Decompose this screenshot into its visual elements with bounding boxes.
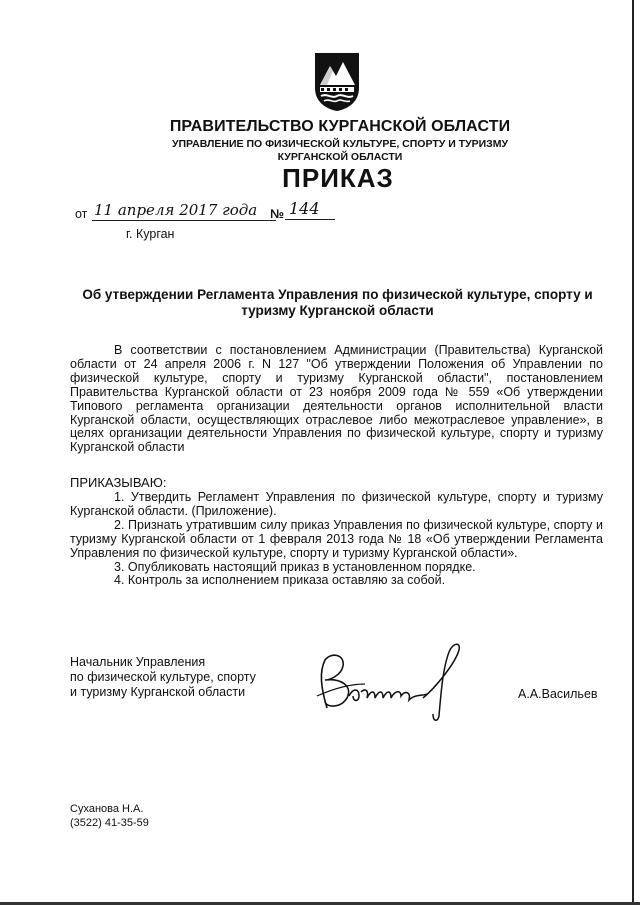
handwritten-number: 144 [285, 199, 335, 220]
department-name-line-1: УПРАВЛЕНИЕ ПО ФИЗИЧЕСКОЙ КУЛЬТУРЕ, СПОРТУ И ТУРИЗМУ [171, 138, 509, 150]
number-label: № [270, 207, 284, 221]
coat-of-arms-icon [312, 50, 362, 112]
document-type-title: ПРИКАЗ [282, 163, 394, 193]
signer-position [70, 655, 256, 700]
preamble-text: В соответствии с постановлением Администрации (Правительства) Курганской области от 24 апреля 2006 г. N 127 "Об утверждении Положения об Управлении по физической культуре, спорту и туризму Курганской области", постановлением Правительства Курганской области от 23 ноября 2009 года № 559 «Об утверждении Типового регламента организации деятельности органов исполнительной власти Курганской области, осуществляющих отраслевое либо межотраслевое управление», в целях организации деятельности Управления по физической культуре, спорту и туризму Курганской области [70, 343, 603, 455]
date-from-label: от [75, 207, 88, 221]
handwritten-date: 11 апреля 2017 года [92, 200, 276, 221]
order-item-2: 2. Признать утратившим силу приказ Управления по физической культуре, спорту и туризму Курганской области от 1 февраля 2013 года № 18 «Об утверждении Регламента Управления по физической культуре, спорту и туризму Курганской области». [70, 517, 603, 560]
executor-phone: (3522) 41-35-59 [70, 817, 149, 829]
signer-position-line-2: по физической культуре, спорту [70, 670, 256, 684]
executor-info [70, 802, 149, 830]
order-item-3: 3. Опубликовать настоящий приказ в установленном порядке. [114, 559, 476, 574]
department-name-line-2: КУРГАНСКОЙ ОБЛАСТИ [277, 151, 403, 163]
order-word: ПРИКАЗЫВАЮ: [70, 475, 167, 490]
handwritten-signature [305, 638, 475, 724]
order-items-list [70, 491, 603, 588]
signer-name: А.А.Васильев [518, 687, 598, 701]
order-item-4: 4. Контроль за исполнением приказа оставляю за собой. [114, 573, 446, 588]
order-subject: Об утверждении Регламента Управления по физической культуре, спорту и туризму Курганской области [82, 287, 593, 318]
order-item-1: 1. Утвердить Регламент Управления по физической культуре, спорту и туризму Курганской области. (Приложение). [70, 490, 603, 518]
government-title: ПРАВИТЕЛЬСТВО КУРГАНСКОЙ ОБЛАСТИ [169, 118, 511, 135]
signer-position-line-3: и туризму Курганской области [70, 685, 246, 699]
issue-city: г. Курган [126, 227, 175, 241]
signer-position-line-1: Начальник Управления [70, 655, 206, 669]
preamble-paragraph [70, 344, 603, 455]
executor-name: Суханова Н.А. [70, 803, 144, 815]
